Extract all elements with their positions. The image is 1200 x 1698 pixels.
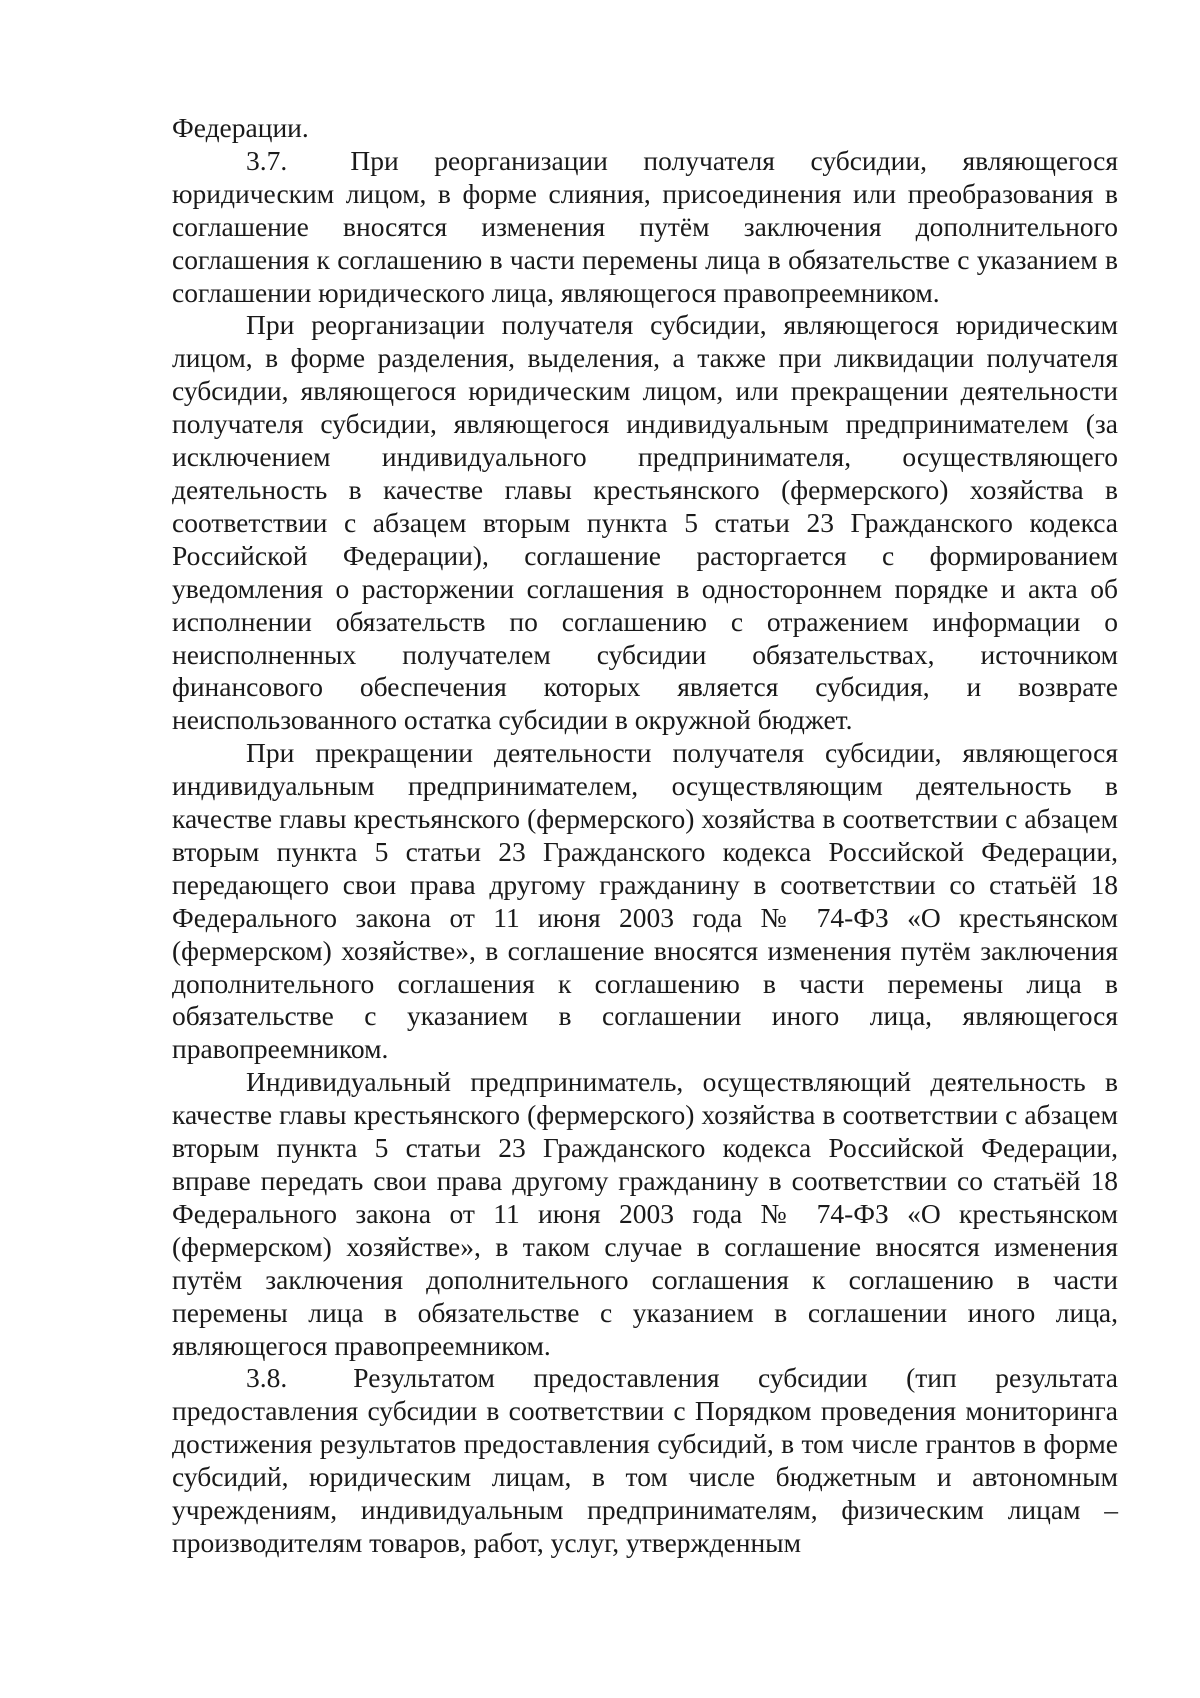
paragraph-entrepreneur-transfer: Индивидуальный предприниматель, осуществляющий деятельность в качестве главы крестьянского (фермерского) хозяйства в соответствии с абзацем вторым пункта 5 статьи 23 Гражданского кодекса Российской Федерации, вправе передать свои права другому гражданину в соответствии со статьёй 18 Федерального закона от 11 июня 2003 года № 74-ФЗ «О крестьянском (фермерском) хозяйстве», в таком случае в соглашение вносятся изменения путём заключения дополнительного соглашения к соглашению в части перемены лица в обязательстве с указанием в соглашении иного лица, являющегося правопреемником. (172, 1066, 1118, 1361)
paragraph-continuation: Федерации. (172, 112, 309, 143)
paragraph-termination-farm: При прекращении деятельности получателя субсидии, являющегося индивидуальным предпринимателем, осуществляющим деятельность в качестве главы крестьянского (фермерского) хозяйства в соответствии с абзацем вторым пункта 5 статьи 23 Гражданского кодекса Российской Федерации, передающего свои права другому гражданину в соответствии со статьёй 18 Федерального закона от 11 июня 2003 года № 74-ФЗ «О крестьянском (фермерском) хозяйстве», в соглашение вносятся изменения путём заключения дополнительного соглашения к соглашению в части перемены лица в обязательстве с указанием в соглашении иного лица, являющегося правопреемником. (172, 737, 1118, 1065)
document-page (172, 112, 1118, 1560)
paragraph-clause-3-7: 3.7. При реорганизации получателя субсидии, являющегося юридическим лицом, в форме слияния, присоединения или преобразования в соглашение вносятся изменения путём заключения дополнительного соглашения к соглашению в части перемены лица в обязательстве с указанием в соглашении юридического лица, являющегося правопреемником. (172, 144, 1118, 308)
paragraph-reorganization-division: При реорганизации получателя субсидии, являющегося юридическим лицом, в форме разделения, выделения, а также при ликвидации получателя субсидии, являющегося юридическим лицом, или прекращении деятельности получателя субсидии, являющегося индивидуальным предпринимателем (за исключением индивидуального предпринимателя, осуществляющего деятельность в качестве главы крестьянского (фермерского) хозяйства в соответствии с абзацем вторым пункта 5 статьи 23 Гражданского кодекса Российской Федерации), соглашение расторгается с формированием уведомления о расторжении соглашения в одностороннем порядке и акта об исполнении обязательств по соглашению с отражением информации о неисполненных получателем субсидии обязательствах, источником финансового обеспечения которых является субсидия, и возврате неиспользованного остатка субсидии в окружной бюджет. (172, 309, 1118, 736)
paragraph-clause-3-8: 3.8. Результатом предоставления субсидии (тип результата предоставления субсидии в соответствии с Порядком проведения мониторинга достижения результатов предоставления субсидий, в том числе грантов в форме субсидий, юридическим лицам, в том числе бюджетным и автономным учреждениям, индивидуальным предпринимателям, физическим лицам – производителям товаров, работ, услуг, утвержденным (172, 1362, 1118, 1558)
